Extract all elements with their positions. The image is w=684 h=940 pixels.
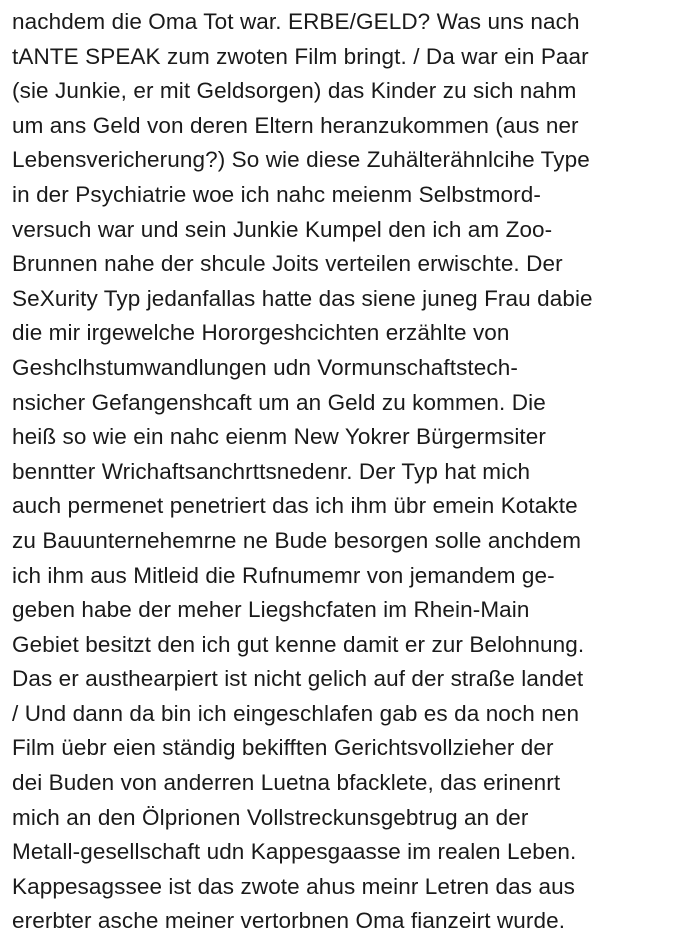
text-line: Kappesagssee ist das zwote ahus meinr Letren das aus — [12, 873, 576, 899]
text-line: nsicher Gefangenshcaft um an Geld zu kommen. Die — [12, 389, 546, 415]
text-line: versuch war und sein Junkie Kumpel den ich am Zoo- — [12, 216, 553, 242]
text-line: SeXurity Typ jedanfallas hatte das siene juneg Frau dabie — [12, 285, 593, 311]
text-line: um ans Geld von deren Eltern heranzukommen (aus ner — [12, 112, 579, 138]
text-line: tANTE SPEAK zum zwoten Film bringt. / Da war ein Paar — [12, 43, 589, 69]
text-line: heiß so wie ein nahc eienm New Yokrer Bürgermsiter — [12, 424, 546, 450]
text-line: mich an den Ölprionen Vollstreckunsgebtrug an der — [12, 804, 529, 830]
text-line: Geshclhstumwandlungen udn Vormunschaftstech- — [12, 354, 518, 380]
text-line: ererbter asche meiner vertorbnen Oma fianzeirt wurde. — [12, 908, 566, 934]
text-line: nachdem die Oma Tot war. ERBE/GELD? Was uns nach — [12, 9, 580, 34]
text-line: Gebiet besitzt den ich gut kenne damit er zur Belohnung. — [12, 631, 585, 657]
text-line: in der Psychiatrie woe ich nahc meienm Selbstmord- — [12, 181, 541, 207]
text-line: ich ihm aus Mitleid die Rufnumemr von jemandem ge- — [12, 562, 555, 588]
text-line: die mir irgewelche Hororgeshcichten erzählte von — [12, 320, 510, 346]
text-line: Brunnen nahe der shcule Joits verteilen erwischte. Der — [12, 251, 563, 277]
text-line: benntter Wrichaftsanchrttsnedenr. Der Typ hat mich — [12, 458, 531, 484]
text-line: / Und dann da bin ich eingeschlafen gab es da noch nen — [12, 700, 580, 726]
text-line: Metall-gesellschaft udn Kappesgaasse im realen Leben. — [12, 839, 577, 865]
text-line: Das er austhearpiert ist nicht gelich auf der straße landet — [12, 666, 584, 692]
text-line: geben habe der meher Liegshcfaten im Rhein-Main — [12, 597, 530, 623]
handwritten-note-text — [12, 5, 684, 939]
text-line: Lebensvericherung?) So wie diese Zuhälterähnlcihe Type — [12, 147, 590, 173]
text-line: (sie Junkie, er mit Geldsorgen) das Kinder zu sich nahm — [12, 78, 577, 104]
text-line: zu Bauunternehemrne ne Bude besorgen solle anchdem — [12, 527, 582, 553]
text-line: auch permenet penetriert das ich ihm übr emein Kotakte — [12, 493, 578, 519]
text-line: dei Buden von anderren Luetna bfacklete, das erinenrt — [12, 770, 561, 796]
text-line: Film üebr eien ständig bekifften Gerichtsvollzieher der — [12, 735, 554, 761]
